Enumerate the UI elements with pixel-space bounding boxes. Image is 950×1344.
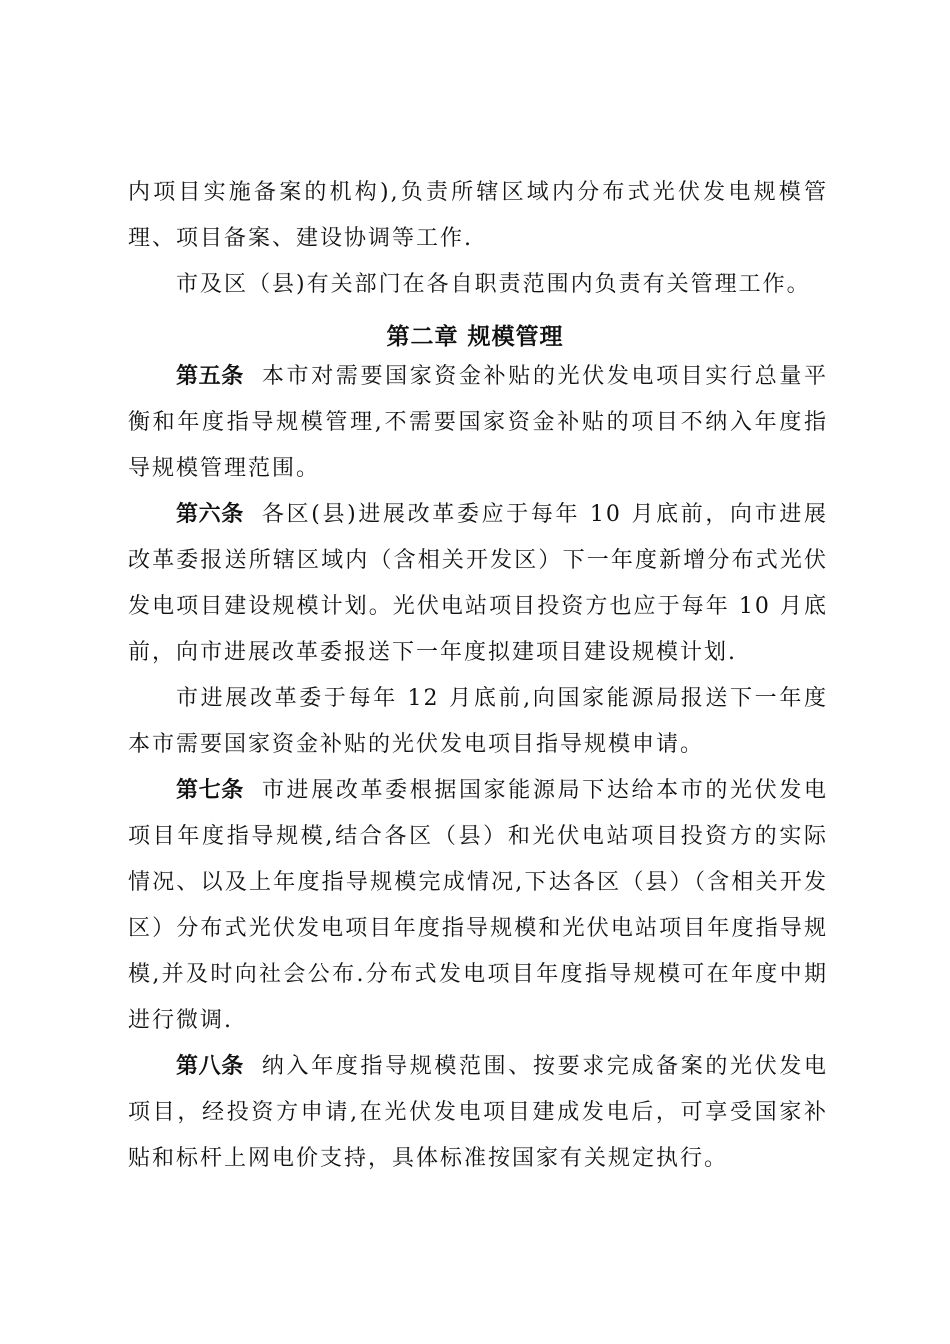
paragraph-continuation: 内项目实施备案的机构),负责所辖区域内分布式光伏发电规模管理、项目备案、建设协调等工作. — [128, 180, 828, 251]
article-8-label: 第八条 — [176, 1054, 244, 1079]
article-5 — [128, 354, 828, 492]
article-6-paragraph-2: 市进展改革委于每年 12 月底前,向国家能源局报送下一年度本市需要国家资金补贴的光伏发电项目指导规模申请。 — [128, 686, 828, 757]
chapter-heading: 第二章 规模管理 — [386, 324, 564, 350]
article-7-label: 第七条 — [176, 778, 244, 803]
article-6-label: 第六条 — [176, 502, 244, 527]
article-6 — [128, 492, 828, 676]
article-5-label: 第五条 — [176, 364, 244, 389]
article-7 — [128, 768, 828, 1044]
article-8-text: 纳入年度指导规模范围、按要求完成备案的光伏发电项目，经投资方申请,在光伏发电项目建成发电后，可享受国家补贴和标杆上网电价支持，具体标准按国家有关规定执行。 — [128, 1054, 828, 1171]
paragraph-departments: 市及区（县)有关部门在各自职责范围内负责有关管理工作。 — [176, 272, 811, 297]
article-5-text: 本市对需要国家资金补贴的光伏发电项目实行总量平衡和年度指导规模管理,不需要国家资金补贴的项目不纳入年度指导规模管理范围。 — [128, 364, 828, 481]
article-8 — [128, 1044, 828, 1182]
article-7-text: 市进展改革委根据国家能源局下达给本市的光伏发电项目年度指导规模,结合各区（县）和光伏电站项目投资方的实际情况、以及上年度指导规模完成情况,下达各区（县）（含相关开发区）分布式光伏发电项目年度指导规模和光伏电站项目年度指导规模,并及时向社会公布.分布式发电项目年度指导规模可在年度中期进行微调. — [128, 778, 828, 1033]
article-6-text: 各区(县)进展改革委应于每年 10 月底前，向市进展改革委报送所辖区域内（含相关开发区）下一年度新增分布式光伏发电项目建设规模计划。光伏电站项目投资方也应于每年 10 月底前，向市进展改革委报送下一年度拟建项目建设规模计划. — [128, 502, 828, 665]
